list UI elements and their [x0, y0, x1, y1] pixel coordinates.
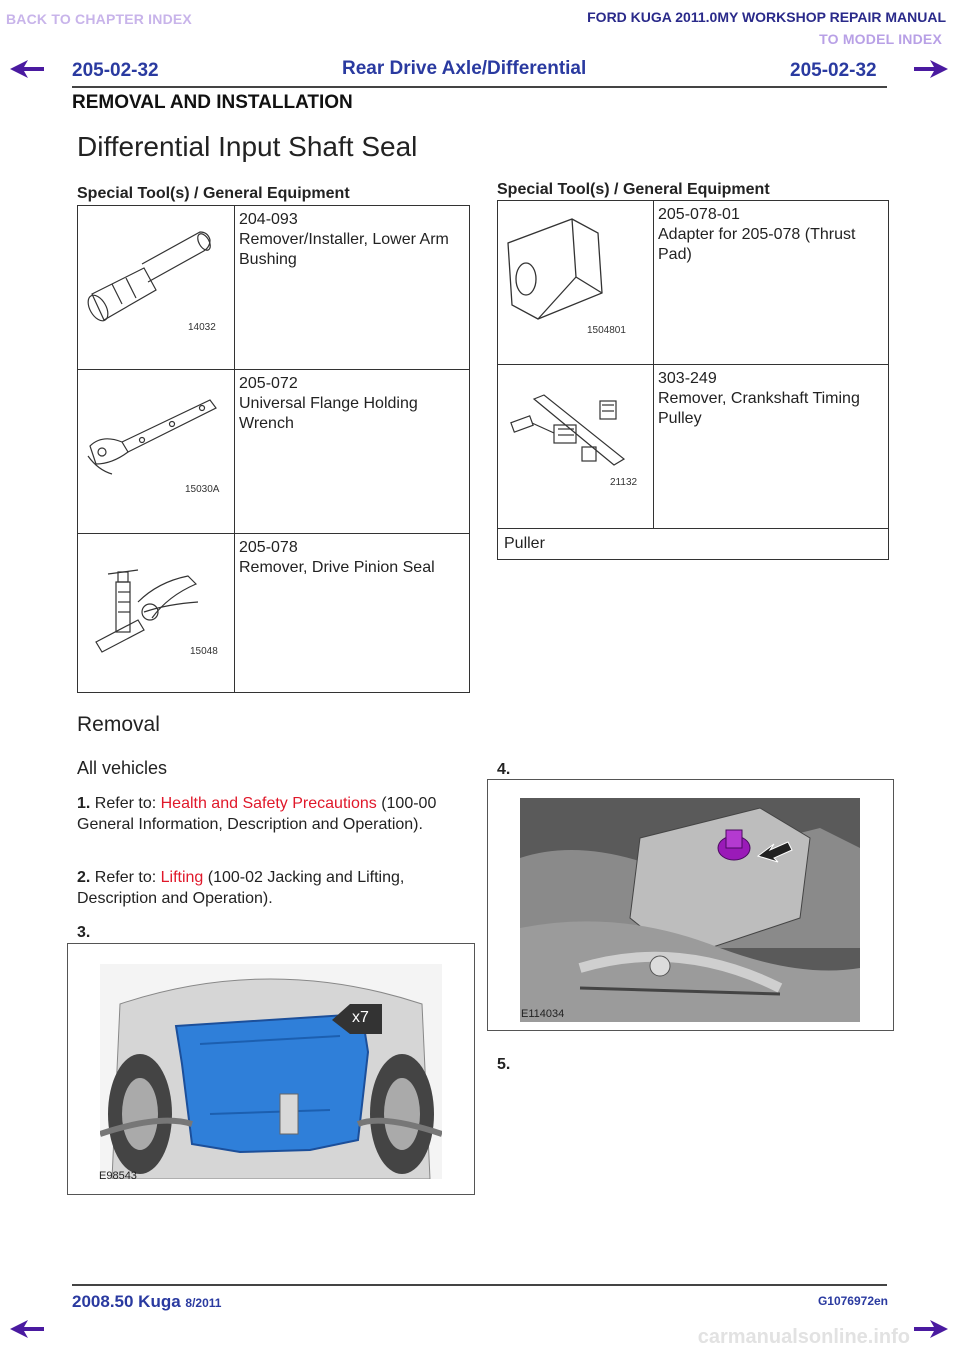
removal-subheading: All vehicles — [77, 758, 168, 778]
tool-description-cell — [235, 370, 470, 534]
pinion-seal-remover-icon — [88, 562, 208, 657]
tool-description-cell — [654, 365, 889, 529]
manual-title: FORD KUGA 2011.0MY WORKSHOP REPAIR MANUAL — [587, 9, 946, 25]
tool-image-cell — [498, 201, 654, 365]
to-model-index-link[interactable]: TO MODEL INDEX — [819, 31, 942, 47]
subsection-title: REMOVAL AND INSTALLATION — [72, 92, 353, 113]
general-equipment: Puller — [504, 535, 545, 552]
previous-page-arrow-icon[interactable] — [10, 60, 44, 78]
tool-image-cell — [78, 370, 235, 534]
general-equipment-cell — [498, 529, 889, 560]
tool-description-cell — [235, 206, 470, 370]
step-number: 3. — [77, 924, 91, 941]
tools-right-table — [497, 200, 889, 560]
tool-code: 14032 — [188, 322, 216, 333]
section-title: Rear Drive Axle/Differential — [342, 58, 587, 79]
step-2 — [77, 867, 467, 909]
figure-3 — [67, 943, 475, 1195]
tool-name: Remover, Crankshaft Timing Pulley — [658, 390, 860, 427]
flange-wrench-icon — [82, 394, 222, 484]
bushing-tool-icon — [82, 224, 212, 334]
step-number: 1. — [77, 795, 91, 812]
tool-name: Adapter for 205-078 (Thrust Pad) — [658, 226, 856, 263]
step-suffix: (100-00 General Information, Description and Operation). — [77, 795, 437, 833]
footer-next-arrow-icon[interactable] — [914, 1320, 948, 1338]
step-number: 5. — [497, 1056, 511, 1073]
tool-image-cell — [78, 206, 235, 370]
page-number-right: 205-02-32 — [790, 60, 877, 81]
figure-4-label: E114034 — [521, 1008, 565, 1020]
tool-name: Universal Flange Holding Wrench — [239, 395, 418, 432]
watermark: carmanualsonline.info — [697, 1326, 910, 1348]
step-prefix: Refer to: — [94, 795, 161, 812]
main-title: Differential Input Shaft Seal — [77, 131, 418, 162]
footer-rule — [72, 1284, 887, 1286]
tool-number: 303-249 — [658, 370, 717, 387]
differential-bolt-illustration — [520, 798, 860, 1022]
tool-image-cell — [78, 534, 235, 693]
tool-description-cell — [235, 534, 470, 693]
step-number: 4. — [497, 761, 511, 778]
tool-code: 21132 — [610, 477, 638, 488]
publish-date: 8/2011 — [185, 1296, 222, 1310]
tool-number: 205-078 — [239, 539, 298, 556]
tools-left-heading: Special Tool(s) / General Equipment — [77, 185, 350, 202]
step-5 — [497, 1054, 510, 1075]
header-rule — [72, 86, 887, 88]
step-1 — [77, 793, 467, 835]
figure-3-label: E98543 — [99, 1170, 137, 1182]
tool-number: 204-093 — [239, 211, 298, 228]
tool-code: 15030A — [185, 484, 220, 495]
underbody-shield-illustration — [100, 964, 442, 1179]
tools-left-table — [77, 205, 470, 693]
tool-name: Remover, Drive Pinion Seal — [239, 559, 435, 576]
removal-heading: Removal — [77, 713, 160, 736]
tool-description-cell — [654, 201, 889, 365]
timing-pulley-remover-icon — [504, 389, 634, 479]
step-suffix: (100-02 Jacking and Lifting, Description and Operation). — [77, 869, 405, 907]
tool-code: 15048 — [190, 646, 218, 657]
tool-number: 205-072 — [239, 375, 298, 392]
tool-number: 205-078-01 — [658, 206, 740, 223]
figure-4 — [487, 779, 894, 1031]
lifting-link[interactable]: Lifting — [160, 869, 204, 886]
page-number-left: 205-02-32 — [72, 60, 159, 81]
tool-name: Remover/Installer, Lower Arm Bushing — [239, 231, 449, 268]
thrust-pad-adapter-icon — [502, 213, 612, 323]
step-prefix: Refer to: — [94, 869, 161, 886]
callout-x7: x7 — [352, 1009, 369, 1026]
footer-previous-arrow-icon[interactable] — [10, 1320, 44, 1338]
footer-model — [72, 1292, 221, 1312]
tool-image-cell — [498, 365, 654, 529]
health-safety-link[interactable]: Health and Safety Precautions — [160, 795, 377, 812]
step-4 — [497, 759, 510, 780]
model-year: 2008.50 Kuga — [72, 1292, 181, 1311]
step-number: 2. — [77, 869, 91, 886]
tools-right-heading: Special Tool(s) / General Equipment — [497, 181, 770, 198]
back-to-chapter-index-link[interactable]: BACK TO CHAPTER INDEX — [6, 11, 192, 27]
doc-code: G1076972en — [817, 1294, 888, 1308]
tool-code: 1504801 — [587, 325, 626, 336]
step-3 — [77, 922, 90, 943]
next-page-arrow-icon[interactable] — [914, 60, 948, 78]
